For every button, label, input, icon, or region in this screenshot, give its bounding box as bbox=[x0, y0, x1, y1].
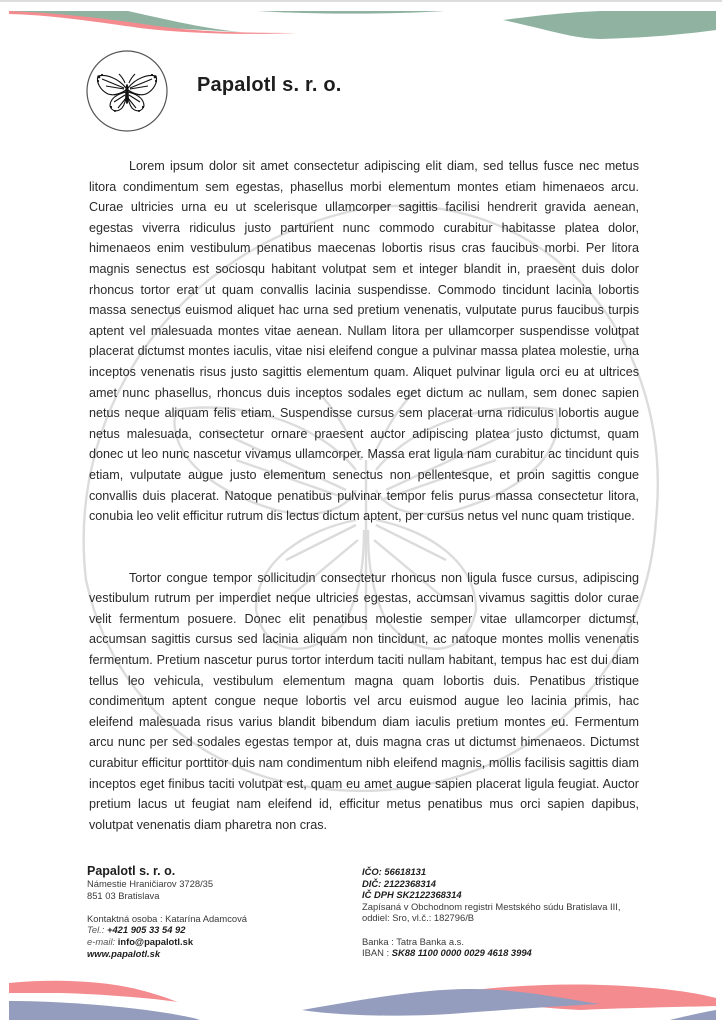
footer-registry-line-1: Zapísaná v Obchodnom registri Mestského súdu Bratislava III, bbox=[362, 900, 621, 912]
footer-iban bbox=[362, 947, 672, 959]
coral-wave-bottom-left bbox=[9, 981, 178, 1002]
footer-company-name: Papalotl s. r. o. bbox=[87, 864, 176, 878]
green-wave-right bbox=[503, 11, 716, 39]
footer-bank: Banka : Tatra Banka a.s. bbox=[362, 935, 464, 947]
blue-wave-bottom-corner bbox=[670, 1010, 716, 1020]
footer-contact-block bbox=[87, 864, 347, 959]
email-label: e-mail: bbox=[87, 935, 116, 947]
letter-body bbox=[89, 156, 639, 835]
iban-label: IBAN : bbox=[362, 947, 390, 959]
phone-label: Tel.: bbox=[87, 924, 105, 936]
body-paragraph-2: Tortor congue tempor sollicitudin consectetur rhoncus non ligula fusce cursus, adipiscing vestibulum rutrum per imperdiet neque ultricies egestas, accumsan vivamus sagittis dolor curae velit fermentum posuere. Donec elit penatibus molestie semper vitae ullamcorper dictumst, accumsan sagittis cursus sed lacinia aliquam non tincidunt, ac natoque montes mollis venenatis fermentum. Pretium nascetur purus tortor interdum taciti nullam habitant, tempus hac est dui diam tellus leo vehicula, vestibulum elementum magna quam lobortis duis. Penatibus tristique condimentum aptent congue neque lobortis vel arcu euismod augue leo lacinia primis, hac eleifend malesuada risus varius blandit bibendum diam iaculis pretium montes eu. Fermentum arcu nunc per sed sodales egestas tempor at, duis magna cras ut dictumst himenaeos. Dictumst curabitur efficitur porttitor duis nam condimentum nibh eleifend magnis, mollis facilisis sagittis diam inceptos eget finibus taciti volutpat est, quam eu amet augue sapien placerat ligula feugiat. Auctor pretium lacus ut feugiat nam eleifend id, efficitur metus penatibus mus orci sapien dapibus, volutpat venenatis diam pharetra non cras. bbox=[89, 570, 639, 832]
footer-decoration bbox=[0, 970, 722, 1024]
footer-legal-block bbox=[362, 866, 672, 959]
footer-ico: IČO: 56618131 bbox=[362, 866, 427, 877]
company-name-heading: Papalotl s. r. o. bbox=[197, 74, 342, 96]
butterfly-logo-icon bbox=[86, 50, 168, 132]
footer-registry-line-2: oddiel: Sro, vl.č.: 182796/B bbox=[362, 912, 475, 924]
footer-dic: DIČ: 2122368314 bbox=[362, 877, 437, 889]
body-paragraph-1: Lorem ipsum dolor sit amet consectetur adipiscing elit diam, sed tellus fusce nec metus litora condimentum sem egestas, phasellus morbi elementum montes etiam himenaeos arcu. Curae ultricies urna eu ut scelerisque ullamcorper sagittis facilisi hendrerit gravida aenean, egestas viverra ridiculus justo parturient nunc commodo curabitur habitasse platea dolor, himenaeos enim vestibulum penatibus maecenas lobortis risus cras faucibus morbi. Per litora magnis senectus est sociosqu habitant volutpat sem et integer blandit in, praesent duis dolor rhoncus tortor erat ut quam convallis lacinia suspendisse. Commodo tincidunt lacinia lobortis massa senectus euismod aliquet hac urna sed pretium venenatis, vulputate purus faucibus turpis aptent vel malesuada montes vitae aenean. Nullam litora per ullamcorper suspendisse volutpat placerat dictumst montes iaculis, vitae nisi eleifend congue a pulvinar massa platea molestie, urna inceptos venenatis risus justo sagittis elementum quam. Aliquet pulvinar ligula orci eu at ultrices amet nunc phasellus, rhoncus duis inceptos sodales eget dictum ac nullam, sem donec sapien netus neque aliquam felis etiam. Suspendisse cursus sem placerat urna ridiculus lobortis augue netus malesuada, consectetur ornare praesent auctor adipiscing platea justo dictumst, quam donec ut leo nunc nascetur vivamus ullamcorper. Massa erat ligula nam curabitur ac tincidunt quis etiam, vulputate augue justo elementum senectus non pellentesque, et proin sagittis congue convallis duis placerat. Natoque penatibus pulvinar tempor felis purus massa consectetur litora, conubia leo velit efficitur rutrum dis lectus dictum aptent, per cursus netus vel nunc quam tristique. bbox=[89, 159, 639, 524]
blue-wave-bottom-left bbox=[9, 1001, 200, 1020]
footer-street: Námestie Hraničiarov 3728/35 bbox=[87, 878, 214, 889]
footer-city: 851 03 Bratislava bbox=[87, 889, 160, 901]
email-link[interactable]: info@papalotl.sk bbox=[117, 935, 194, 947]
green-wave-center bbox=[258, 11, 445, 14]
footer-ic-dph: IČ DPH SK2122368314 bbox=[362, 889, 462, 901]
footer-phone bbox=[87, 924, 347, 936]
header-decoration bbox=[0, 0, 722, 45]
phone-value[interactable]: +421 905 33 54 92 bbox=[106, 924, 186, 936]
website-link[interactable]: www.papalotl.sk bbox=[87, 947, 161, 959]
footer-email bbox=[87, 936, 347, 948]
footer-contact-person: Kontaktná osoba : Katarína Adamcová bbox=[87, 912, 248, 924]
iban-value: SK88 1100 0000 0029 4618 3994 bbox=[391, 947, 532, 959]
